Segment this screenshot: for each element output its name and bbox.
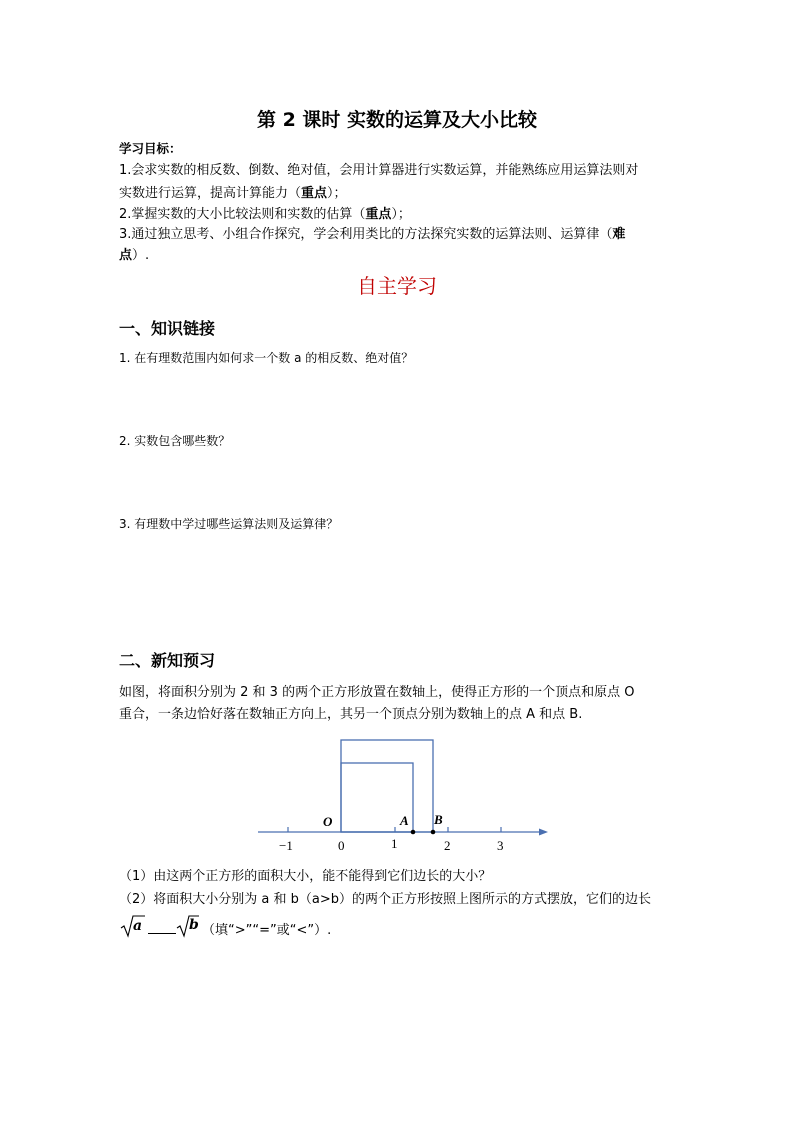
key-point-tag: 重点 <box>301 186 328 201</box>
tick-label: 3 <box>497 838 504 853</box>
point-b <box>431 830 436 835</box>
question-1: 1. 在有理数范围内如何求一个数 a 的相反数、绝对值？ <box>119 351 414 365</box>
objective-line-1: 1.会求实数的相反数、倒数、绝对值，会用计算器进行实数运算，并能熟练应用运算法则对 <box>119 163 639 178</box>
difficulty-tag: 难 <box>612 227 626 242</box>
objective-line-3 <box>119 203 411 222</box>
objective-line-2 <box>119 182 347 201</box>
sub-question-2-answer-line <box>119 914 419 940</box>
preview-paragraph-line-2: 重合，一条边恰好落在数轴正方向上，其另一个顶点分别为数轴上的点 A 和点 B. <box>119 707 583 722</box>
objective-text: ）； <box>327 186 347 201</box>
preview-paragraph-line-1: 如图，将面积分别为 2 和 3 的两个正方形放置在数轴上，使得正方形的一个顶点和原点 O <box>119 685 635 700</box>
sub-question-2: （2）将面积大小分别为 a 和 b（a>b）的两个正方形按照上图所示的方式摆放，它们的边长 <box>119 892 651 907</box>
objective-text: ）； <box>391 207 411 222</box>
objective-text: 3.通过独立思考、小组合作探究，学会利用类比的方法探究实数的运算法则、运算律（ <box>119 227 613 242</box>
self-study-heading: 自主学习 <box>357 274 437 298</box>
difficulty-tag: 点 <box>119 248 133 263</box>
square-area-3 <box>341 740 433 832</box>
section-preview-heading: 二、新知预习 <box>119 651 216 670</box>
sqrt-b-value: b <box>189 917 199 933</box>
tick-label: 1 <box>391 836 398 851</box>
label-b: B <box>434 812 443 827</box>
question-2: 2. 实数包含哪些数？ <box>119 434 231 448</box>
objective-text: 2.掌握实数的大小比较法则和实数的估算（ <box>119 207 366 222</box>
objective-line-4 <box>119 223 625 242</box>
tick-label: 2 <box>444 838 451 853</box>
answer-blank[interactable] <box>148 933 176 934</box>
question-3: 3. 有理数中学过哪些运算法则及运算律？ <box>119 517 339 531</box>
tick-label: 0 <box>338 838 345 853</box>
fill-hint: （填“>”“=”或“<”）. <box>202 923 332 938</box>
label-a: A <box>400 813 409 828</box>
label-o: O <box>323 814 333 829</box>
tick-label: −1 <box>279 838 293 853</box>
point-a <box>411 830 416 835</box>
objective-line-5 <box>119 244 149 263</box>
objective-text: ）. <box>132 248 150 263</box>
objective-text: 实数进行运算，提高计算能力（ <box>119 186 302 201</box>
sub-question-1: （1）由这两个正方形的面积大小，能不能得到它们边长的大小？ <box>119 869 492 884</box>
number-line-figure <box>250 735 560 855</box>
axis-arrow-icon <box>539 829 548 836</box>
sqrt-a-value: a <box>133 918 143 934</box>
section-knowledge-link-heading: 一、知识链接 <box>119 319 216 338</box>
objectives-label: 学习目标： <box>119 141 182 156</box>
page-title: 第 2 课时 实数的运算及大小比较 <box>256 109 538 131</box>
key-point-tag: 重点 <box>365 207 392 222</box>
